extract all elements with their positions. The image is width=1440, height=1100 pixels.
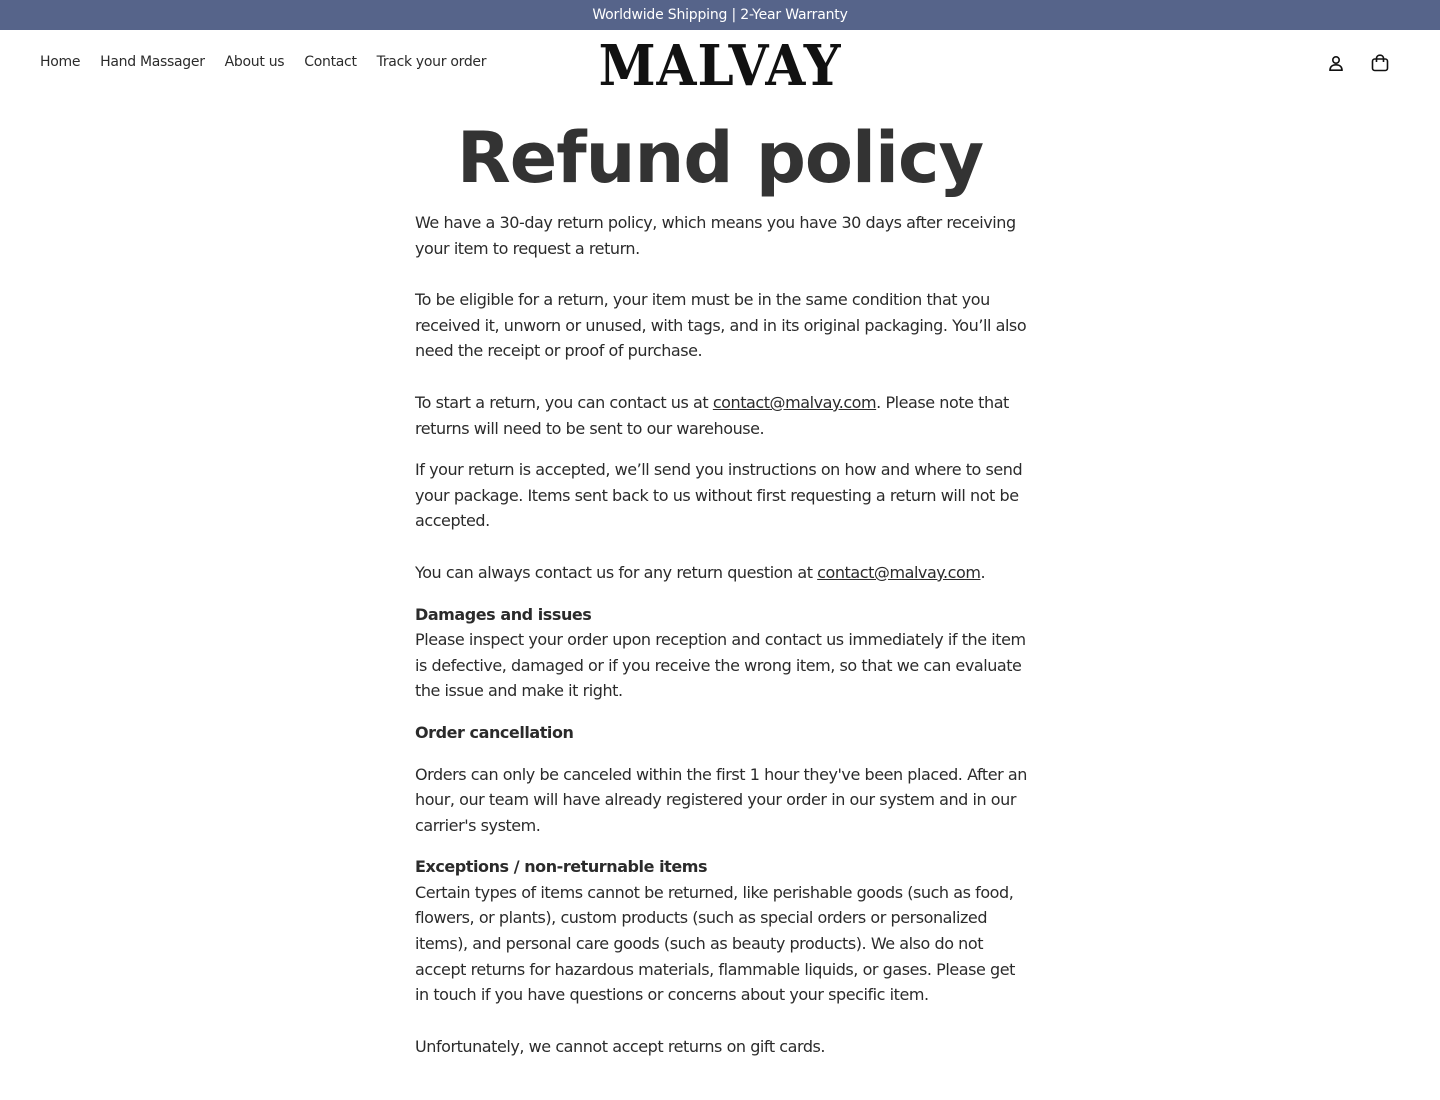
policy-paragraph: Unfortunately, we cannot accept returns on gift cards. [415,1036,826,1056]
policy-paragraph: Orders can only be canceled within the first 1 hour they've been placed. After an hour, our team will have already registered your order in our system and in our carrier's system. [415,764,1027,835]
section-heading-cancellation [415,720,1027,746]
heading-text: Damages and issues [415,604,592,624]
paragraph-text: . [980,562,986,582]
heading-text: Order cancellation [415,722,574,742]
nav-hand-massager[interactable]: Hand Massager [100,54,205,70]
cart-icon[interactable] [1370,53,1390,73]
page-title: Refund policy [456,117,984,199]
policy-body [415,210,1027,1059]
spacer [415,534,1027,560]
site-header [0,30,1440,98]
paragraph-text: You can always contact us for any return question at [415,562,818,582]
announcement-bar [0,0,1440,30]
spacer [415,586,1027,602]
policy-paragraph: If your return is accepted, we’ll send you instructions on how and where to send your package. Items sent back to us without first requesting a return will not be accepted. [415,460,1023,531]
section-heading-exceptions [415,854,1027,880]
account-icon[interactable] [1326,53,1346,73]
spacer [415,704,1027,720]
announcement-text: Worldwide Shipping | 2-Year Warranty [592,7,848,23]
main-content [0,117,1440,1056]
policy-paragraph: Please inspect your order upon reception and contact us immediately if the item is defective, damaged or if you receive the wrong item, so that we can evaluate the issue and make it right. [415,630,1026,701]
nav-track-order[interactable]: Track your order [376,54,487,70]
brand-logo[interactable]: MALVAY [598,33,842,99]
policy-paragraph: We have a 30-day return policy, which means you have 30 days after receiving your item to request a return. [415,213,1016,258]
nav-contact[interactable]: Contact [304,54,357,70]
contact-email-link[interactable]: contact@malvay.com [817,562,981,582]
policy-paragraph [415,390,1027,441]
spacer [415,838,1027,854]
spacer [415,746,1027,762]
spacer [415,261,1027,287]
spacer [415,441,1027,457]
nav-about-us[interactable]: About us [224,54,285,70]
contact-email-link[interactable]: contact@malvay.com [712,392,877,412]
nav-home[interactable]: Home [40,54,81,70]
policy-paragraph: Certain types of items cannot be returned, like perishable goods (such as food, flowers, or plants), custom products (such as special orders or personalized items), and personal care goods (such as beauty products). We also do not accept returns for hazardous materials, flammable liquids, or gases. Please get in touch if you have questions or concerns about your specific item. [415,882,1015,1005]
paragraph-text: . Please note that returns will need to be sent to our warehouse. [415,392,1009,438]
heading-text: Exceptions / non-returnable items [415,857,708,877]
section-heading-damages [415,602,1027,628]
spacer [415,364,1027,390]
header-icons [1326,53,1390,73]
policy-paragraph [415,560,1027,586]
paragraph-text: To start a return, you can contact us at [415,392,713,412]
spacer [415,1008,1027,1034]
policy-paragraph: To be eligible for a return, your item must be in the same condition that you received it, unworn or unused, with tags, and in its original packaging. You’ll also need the receipt or proof of purchase. [415,290,1027,361]
